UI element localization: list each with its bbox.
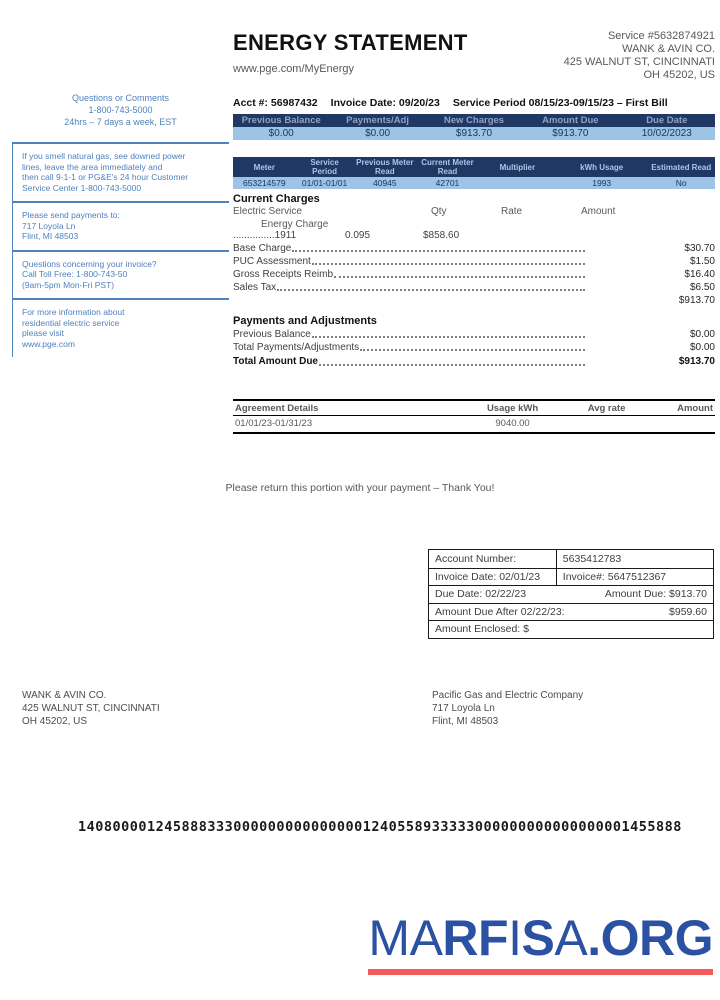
payment-row bbox=[233, 329, 715, 341]
account-number-label: Account Number: bbox=[429, 550, 557, 568]
marfisa-logo-text bbox=[368, 912, 713, 975]
charge-row bbox=[233, 282, 715, 294]
logo-part: A bbox=[554, 910, 588, 966]
electric-service-row bbox=[233, 206, 715, 217]
logo-part: .ORG bbox=[587, 910, 713, 966]
invoice-date: Invoice Date: 09/20/23 bbox=[330, 97, 440, 109]
summary-value-row bbox=[233, 127, 715, 140]
stub-amount-enclosed-row bbox=[429, 620, 713, 638]
more-info-line: For more information about bbox=[22, 307, 125, 317]
customer-mailing-address bbox=[22, 689, 160, 728]
stub-account-row bbox=[429, 550, 713, 568]
agreement-period: 01/01/23-01/31/23 bbox=[235, 417, 313, 429]
payments-to-line: 717 Loyola Ln bbox=[22, 220, 76, 231]
summary-header-row bbox=[233, 114, 715, 127]
qty-column-header: Qty bbox=[431, 206, 447, 217]
sidebar-contact-section bbox=[12, 92, 229, 142]
logo-part: S bbox=[521, 910, 555, 966]
summary-header: Payments/Adj bbox=[329, 114, 425, 127]
energy-charge-line bbox=[233, 230, 715, 241]
amount-due-value: $913.70 bbox=[522, 127, 618, 140]
meter-header-row bbox=[233, 157, 715, 177]
payments-title: Payments and Adjustments bbox=[233, 315, 377, 327]
previous-balance-value: $0.00 bbox=[233, 127, 329, 140]
customer-address-line: WANK & AVIN CO. bbox=[22, 690, 107, 701]
masthead-left bbox=[233, 30, 468, 82]
logo-part: MA bbox=[368, 910, 443, 966]
agreement-value-row bbox=[233, 415, 715, 433]
agreement-header: Amount bbox=[648, 400, 716, 416]
agreement-details-table bbox=[233, 399, 715, 434]
masthead-right bbox=[564, 30, 715, 82]
stub-amount-due: Amount Due: $913.70 bbox=[604, 588, 707, 601]
logo-part: I bbox=[508, 910, 522, 966]
customer-address-line: OH 45202, US bbox=[22, 716, 88, 727]
agreement-avg-rate bbox=[566, 415, 648, 433]
customer-address: 425 WALNUT ST, CINCINNATI bbox=[563, 56, 715, 68]
meter-table bbox=[233, 157, 715, 189]
energy-charge-amount: $858.60 bbox=[423, 230, 460, 241]
charge-label: PUC Assessment bbox=[233, 255, 311, 267]
company-address-line: Pacific Gas and Electric Company bbox=[432, 690, 584, 701]
total-due-label: Total Amount Due bbox=[233, 356, 318, 367]
payment-amount: $0.00 bbox=[689, 328, 715, 340]
charge-amount: $16.40 bbox=[684, 268, 715, 280]
amount-enclosed-field[interactable]: Amount Enclosed: $ bbox=[435, 623, 529, 636]
company-address-line: 717 Loyola Ln bbox=[432, 703, 495, 714]
agreement-header: Usage kWh bbox=[460, 400, 566, 416]
rate-column-header: Rate bbox=[501, 206, 523, 217]
dot-leader bbox=[360, 342, 585, 352]
summary-header: New Charges bbox=[426, 114, 522, 127]
agreement-header: Agreement Details bbox=[233, 400, 460, 416]
sidebar bbox=[12, 92, 229, 357]
account-number: Acct #: 56987432 bbox=[233, 97, 318, 109]
charge-amount: $30.70 bbox=[684, 242, 715, 254]
meter-header: Estimated Read bbox=[647, 157, 715, 177]
payment-row bbox=[233, 342, 715, 354]
current-charges-title: Current Charges bbox=[233, 193, 320, 205]
payments-to-line: Please send payments to: bbox=[22, 210, 120, 220]
marfisa-logo bbox=[368, 912, 713, 975]
customer-address-line: 425 WALNUT ST, CINCINNATI bbox=[22, 703, 160, 714]
payments-adjustments-section bbox=[233, 315, 715, 368]
stub-invoice-row bbox=[429, 568, 713, 586]
sidebar-invoice-questions bbox=[13, 252, 229, 299]
charge-row bbox=[233, 269, 715, 281]
invoice-questions-line: Call Toll Free: 1-800-743-50 bbox=[22, 269, 128, 279]
charge-label: Sales Tax bbox=[233, 281, 277, 293]
customer-name: WANK & AVIN CO. bbox=[622, 43, 715, 55]
meter-header: Multiplier bbox=[479, 157, 556, 177]
sidebar-sections bbox=[12, 144, 229, 357]
invoice-questions-line: (9am-5pm Mon-Fri PST) bbox=[22, 279, 115, 290]
total-due-amount: $913.70 bbox=[678, 356, 715, 367]
charge-label: Gross Receipts Reimb bbox=[233, 268, 334, 280]
invoice-questions-line: Questions concerning your invoice? bbox=[22, 258, 157, 269]
energy-charge-qty: ...............1911 bbox=[233, 230, 297, 241]
agreement-usage: 9040.00 bbox=[495, 417, 530, 429]
new-charges-value: $913.70 bbox=[426, 127, 522, 140]
current-meter-read: 42701 bbox=[416, 177, 479, 189]
meter-header: Previous Meter Read bbox=[353, 157, 416, 177]
stub-invoice-date: Invoice Date: 02/01/23 bbox=[429, 569, 557, 586]
contact-hours: 24hrs – 7 days a week, EST bbox=[64, 117, 177, 127]
return-portion-note: Please return this portion with your payment – Thank You! bbox=[225, 482, 495, 494]
company-remit-address bbox=[432, 689, 583, 728]
account-number-value: 5635412783 bbox=[562, 552, 622, 565]
amount-due-after-value: $959.60 bbox=[669, 605, 707, 618]
logo-part: RF bbox=[442, 910, 509, 966]
charge-row bbox=[233, 256, 715, 268]
meter-service-period: 01/01-01/01 bbox=[296, 177, 354, 189]
meter-header: kWh Usage bbox=[556, 157, 648, 177]
meter-header: Meter bbox=[233, 157, 296, 177]
payment-label: Previous Balance bbox=[233, 328, 311, 340]
service-period: Service Period 08/15/23-09/15/23 – First Bill bbox=[452, 97, 668, 109]
total-amount-due-row bbox=[233, 356, 715, 368]
statement-title: ENERGY STATEMENT bbox=[233, 30, 468, 55]
payments-to-line: Flint, MI 48503 bbox=[22, 231, 79, 241]
payment-label: Total Payments/Adjustments bbox=[233, 341, 360, 353]
charge-label: Base Charge bbox=[233, 242, 292, 254]
balance-summary-table bbox=[233, 114, 715, 140]
account-info-line bbox=[233, 97, 715, 109]
agreement-header-row bbox=[233, 400, 715, 416]
meter-value-row bbox=[233, 177, 715, 189]
statement-body bbox=[233, 30, 715, 434]
company-address-line: Flint, MI 48503 bbox=[432, 716, 499, 727]
previous-meter-read: 40945 bbox=[353, 177, 416, 189]
myenergy-link[interactable]: www.pge.com/MyEnergy bbox=[233, 63, 355, 75]
gas-warning-line: then call 9-1-1 or PG&E's 24 hour Customer bbox=[22, 172, 189, 182]
stub-late-amount-row bbox=[429, 603, 713, 621]
charge-row bbox=[233, 243, 715, 255]
due-date-value: 10/02/2023 bbox=[619, 127, 715, 140]
agreement-amount bbox=[648, 415, 716, 433]
gas-warning-line: lines, leave the area immediately and bbox=[22, 161, 163, 172]
payment-amount: $0.00 bbox=[689, 341, 715, 353]
dot-leader bbox=[292, 243, 585, 253]
estimated-read: No bbox=[647, 177, 715, 189]
more-info-line: residential electric service bbox=[22, 317, 120, 328]
summary-header: Amount Due bbox=[522, 114, 618, 127]
meter-header: Service Period bbox=[296, 157, 354, 177]
masthead bbox=[233, 30, 715, 82]
dot-leader bbox=[334, 269, 585, 279]
customer-address: OH 45202, US bbox=[643, 69, 715, 81]
contact-line: Questions or Comments bbox=[71, 93, 170, 103]
more-info-line: please visit bbox=[22, 328, 65, 338]
ocr-scanline-digits: 1408000012458883330000000000000001240558933333000000000000000001455888 bbox=[78, 819, 682, 835]
pge-website-link[interactable]: www.pge.com bbox=[22, 338, 75, 349]
gas-warning-line: If you smell natural gas, see downed power bbox=[22, 151, 186, 161]
stub-due-date-row bbox=[429, 585, 713, 603]
meter-number: 653214579 bbox=[233, 177, 296, 189]
multiplier bbox=[479, 177, 556, 189]
charge-amount: $6.50 bbox=[689, 281, 715, 293]
sidebar-payments-address bbox=[13, 203, 229, 250]
dot-leader bbox=[312, 256, 585, 266]
payment-stub-box bbox=[428, 549, 714, 639]
gas-warning-line: Service Center 1-800-743-5000 bbox=[22, 182, 142, 193]
energy-charge-label: Energy Charge bbox=[261, 219, 329, 230]
amount-due-after-label: Amount Due After 02/22/23: bbox=[435, 605, 565, 618]
dot-leader bbox=[319, 356, 585, 366]
stub-due-date: Due Date: 02/22/23 bbox=[435, 588, 527, 601]
current-charges-section bbox=[233, 193, 715, 306]
amount-column-header: Amount bbox=[581, 206, 616, 217]
service-number: Service #5632874921 bbox=[607, 30, 715, 42]
meter-header: Current Meter Read bbox=[416, 157, 479, 177]
kwh-usage: 1993 bbox=[556, 177, 648, 189]
summary-header: Due Date bbox=[619, 114, 715, 127]
summary-header: Previous Balance bbox=[233, 114, 329, 127]
electric-service-label: Electric Service bbox=[233, 206, 302, 217]
stub-invoice-number: Invoice#: 5647512367 bbox=[562, 570, 667, 583]
sidebar-gas-warning bbox=[13, 144, 229, 201]
charge-amount: $1.50 bbox=[689, 255, 715, 267]
charges-subtotal: $913.70 bbox=[678, 295, 715, 306]
sidebar-more-info bbox=[13, 300, 229, 357]
contact-phone: 1-800-743-5000 bbox=[88, 105, 153, 115]
agreement-header: Avg rate bbox=[566, 400, 648, 416]
dot-leader bbox=[312, 329, 585, 339]
energy-charge-rate: 0.095 bbox=[345, 230, 371, 241]
dot-leader bbox=[277, 282, 585, 292]
payments-adj-value: $0.00 bbox=[329, 127, 425, 140]
